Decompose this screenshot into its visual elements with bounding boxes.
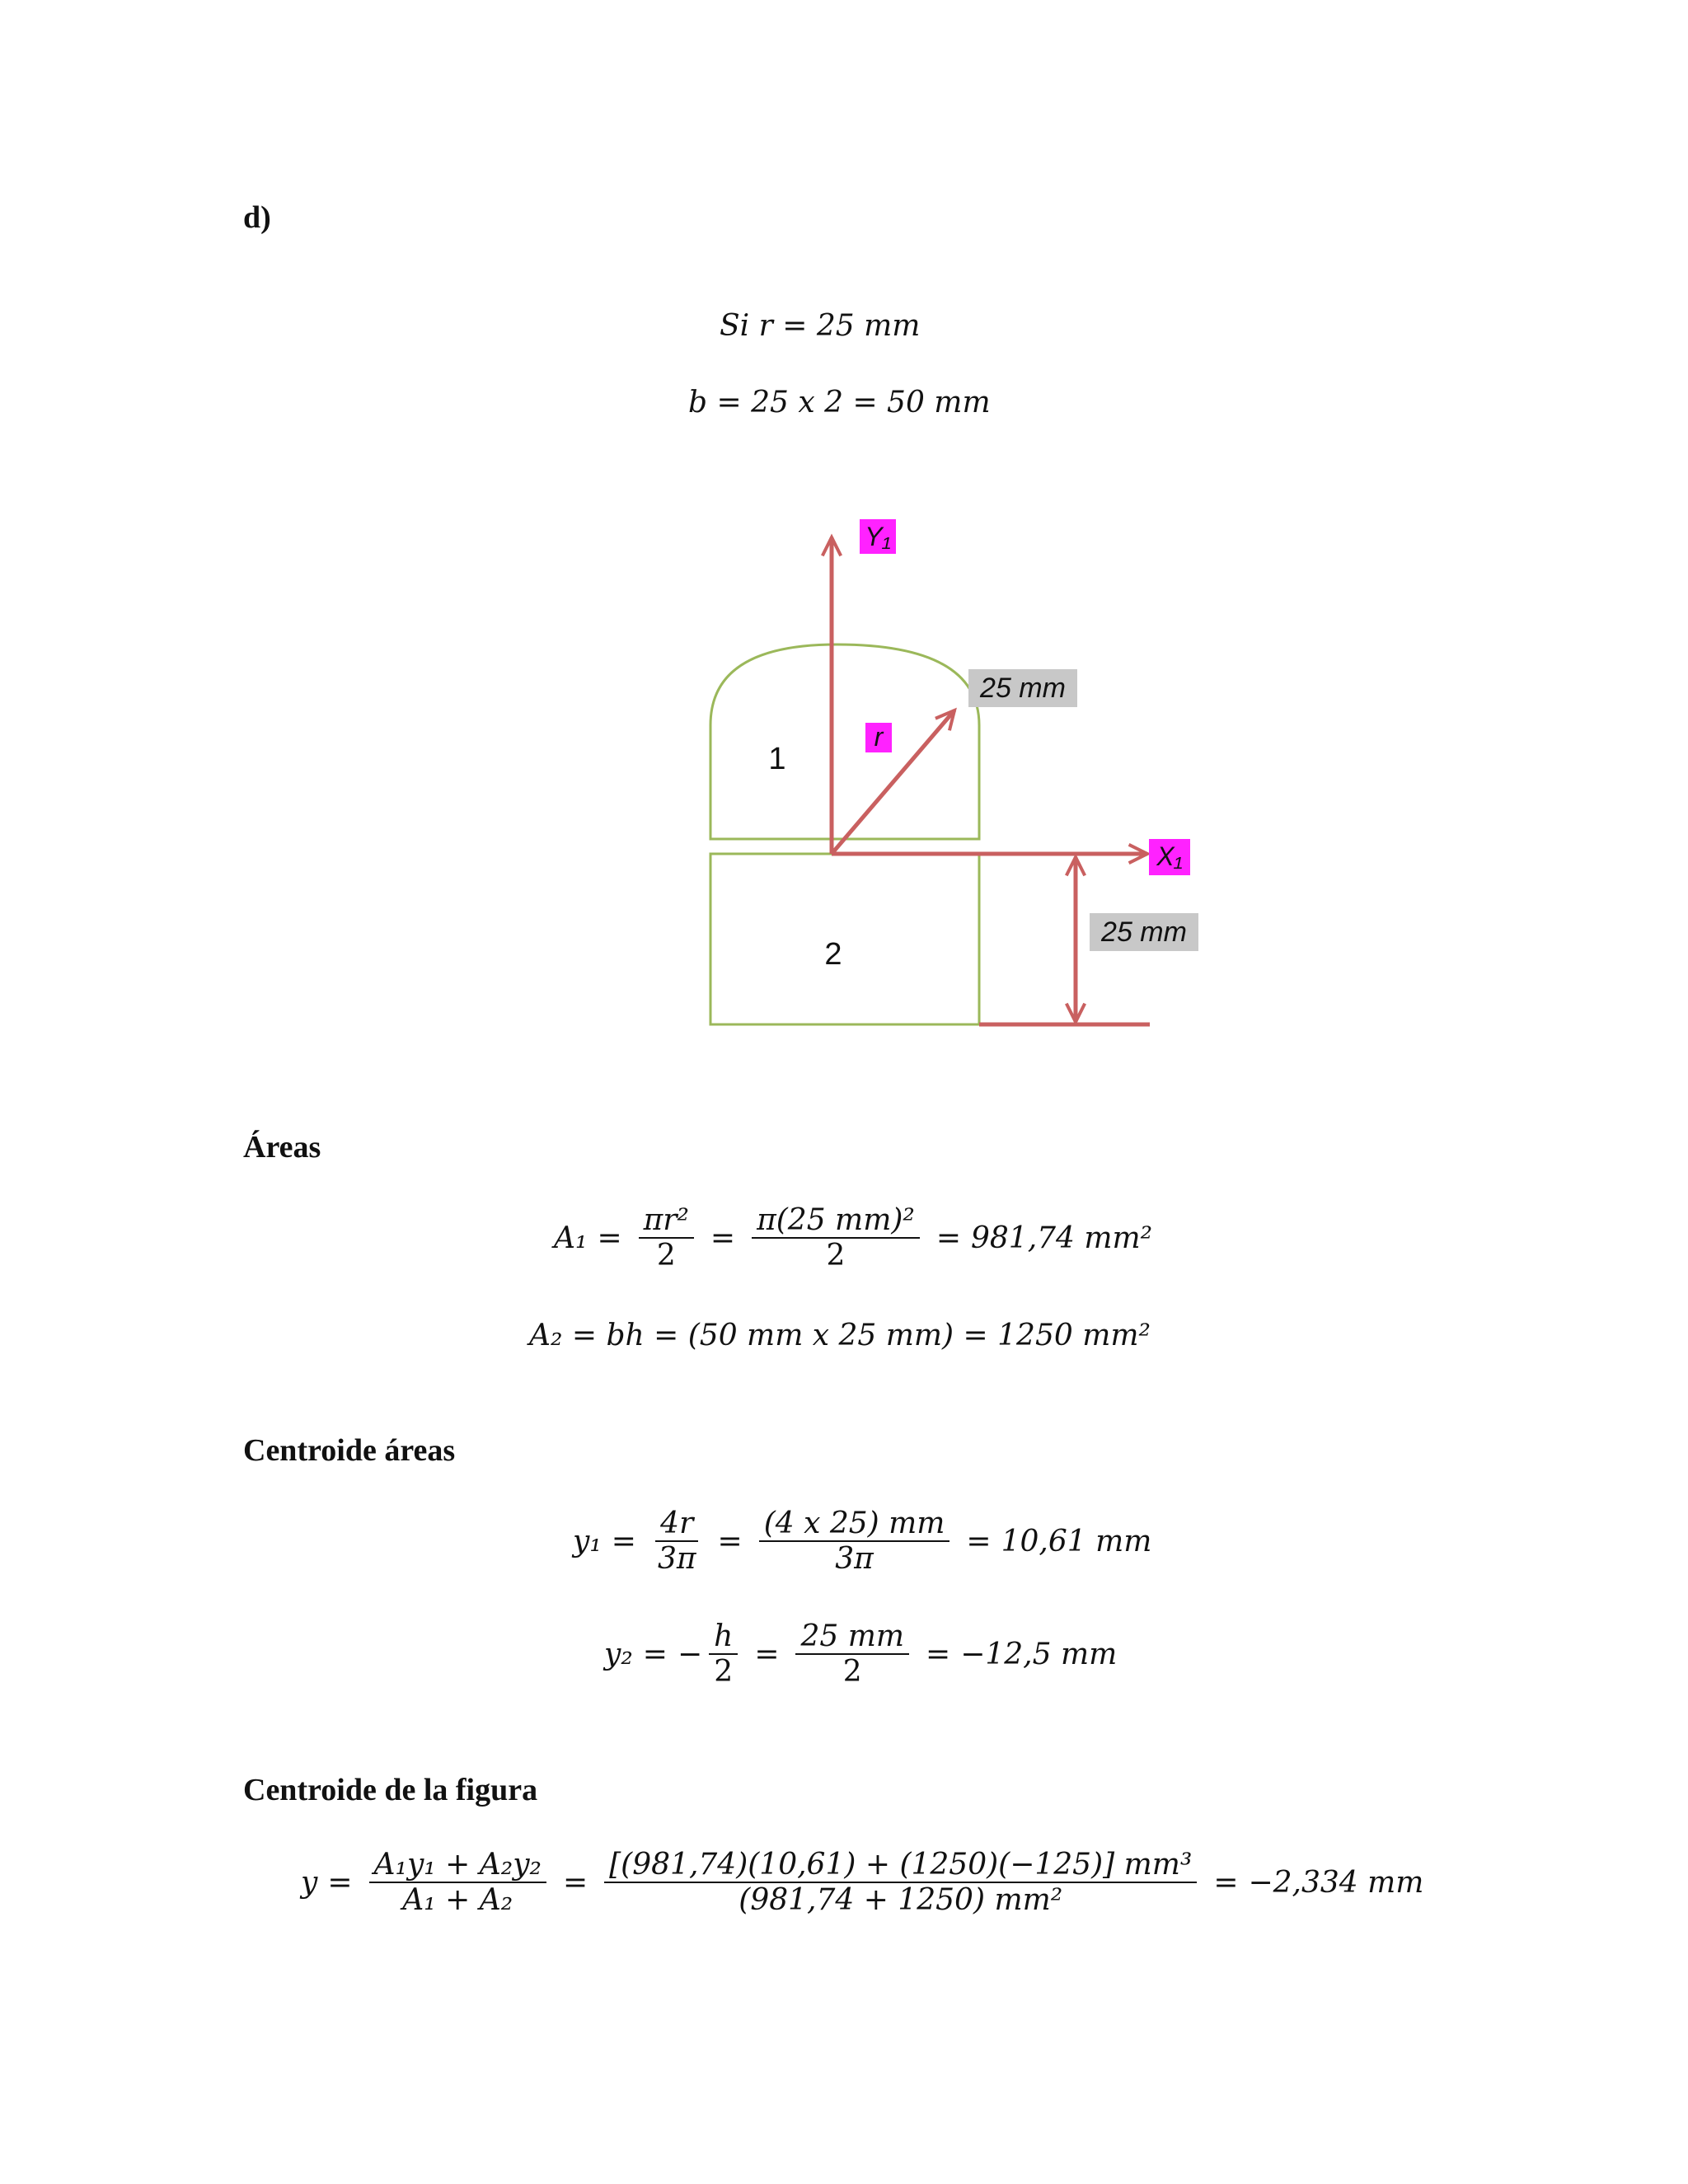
a1-fraction-1 (639, 1203, 694, 1273)
y2-den1: 2 (714, 1655, 734, 1690)
a1-den2: 2 (826, 1239, 846, 1273)
y1-fraction-2 (759, 1507, 950, 1577)
centroid-figure-heading: Centroide de la figura (243, 1773, 538, 1807)
y1-fraction-1 (653, 1507, 701, 1577)
y2-num1: h (709, 1619, 738, 1655)
centroid-areas-heading: Centroide áreas (243, 1433, 456, 1468)
y2-den2: 2 (842, 1655, 862, 1690)
centroid-diagram (0, 0, 1688, 1071)
centroid-result: −2,334 mm (1248, 1865, 1424, 1900)
y1-num2: (4 x 25) mm (759, 1507, 950, 1542)
a1-result: 981,74 mm² (970, 1221, 1153, 1255)
y2-num2: 25 mm (795, 1619, 909, 1655)
a1-num2: π(25 mm)² (752, 1203, 920, 1239)
centroid-fraction-2 (604, 1848, 1197, 1918)
a1-fraction-2 (752, 1203, 920, 1273)
a1-num1: πr² (639, 1203, 694, 1239)
a1-den1: 2 (656, 1239, 676, 1273)
y2-sign: − (677, 1637, 703, 1671)
y1-num1: 4r (655, 1507, 698, 1542)
radius-label: r (874, 722, 884, 752)
equation-centroid: y = $\frac{\text{A₁y₁ + A₂y₂}}{\text{A₁ + A₂}}$ = $\frac{\text{[(981,74)(10,61) + (1250)(−125)] mm³}}{\text{(981,74 + 1250) mm²}}$ = −2,334 mm (301, 1848, 1424, 1918)
region-2-shape (710, 854, 979, 1024)
given-r: Si r = 25 mm (720, 309, 921, 343)
centroid-den1: A₁ + A₂ (402, 1883, 513, 1918)
section-label: d) (243, 200, 271, 235)
y1-lhs: y₁ (573, 1524, 602, 1558)
y1-den2: 3π (835, 1542, 874, 1577)
y2-result: −12,5 mm (960, 1637, 1118, 1671)
centroid-num1: A₁y₁ + A₂y₂ (369, 1848, 546, 1883)
y1-den1: 3π (657, 1542, 696, 1577)
areas-heading: Áreas (243, 1130, 321, 1165)
given-b: b = 25 x 2 = 50 mm (688, 386, 991, 419)
centroid-fraction-1 (369, 1848, 546, 1918)
region-1-label: 1 (768, 742, 786, 776)
centroid-num2: [(981,74)(10,61) + (1250)(−125)] mm³ (604, 1848, 1197, 1883)
x-axis-label: X₁ (1156, 841, 1183, 871)
centroid-lhs: y (301, 1865, 318, 1900)
region-2-label: 2 (824, 937, 842, 972)
y2-lhs: y₂ (604, 1637, 633, 1671)
radius-dim-label: 25 mm (980, 673, 1066, 704)
y2-fraction-1 (709, 1619, 738, 1690)
equation-y1: y₁ = $\frac{4r}{3\pi}$ = $\frac{(4 x 25) mm}{3\pi}$ = 10,61 mm (573, 1507, 1152, 1577)
y1-result: 10,61 mm (1001, 1524, 1152, 1558)
equation-a1: A₁ = $\frac{\text{πr²}}{2}$ = $\frac{\text{π(25 mm)²}}{2}$ = 981,74 mm² (554, 1203, 1153, 1273)
equation-y2: y₂ = − $\frac{h}{2}$ = $\frac{25 mm}{2}$ = −12,5 mm (604, 1619, 1118, 1690)
equation-a2: A₂ = bh = (50 mm x 25 mm) = 1250 mm² (529, 1319, 1151, 1352)
y-axis-label: Y₁ (865, 522, 891, 551)
centroid-den2: (981,74 + 1250) mm² (738, 1883, 1063, 1918)
region-1-shape (710, 644, 979, 839)
height-dim-label: 25 mm (1101, 916, 1187, 948)
a1-lhs: A₁ (554, 1221, 588, 1255)
y2-fraction-2 (795, 1619, 909, 1690)
